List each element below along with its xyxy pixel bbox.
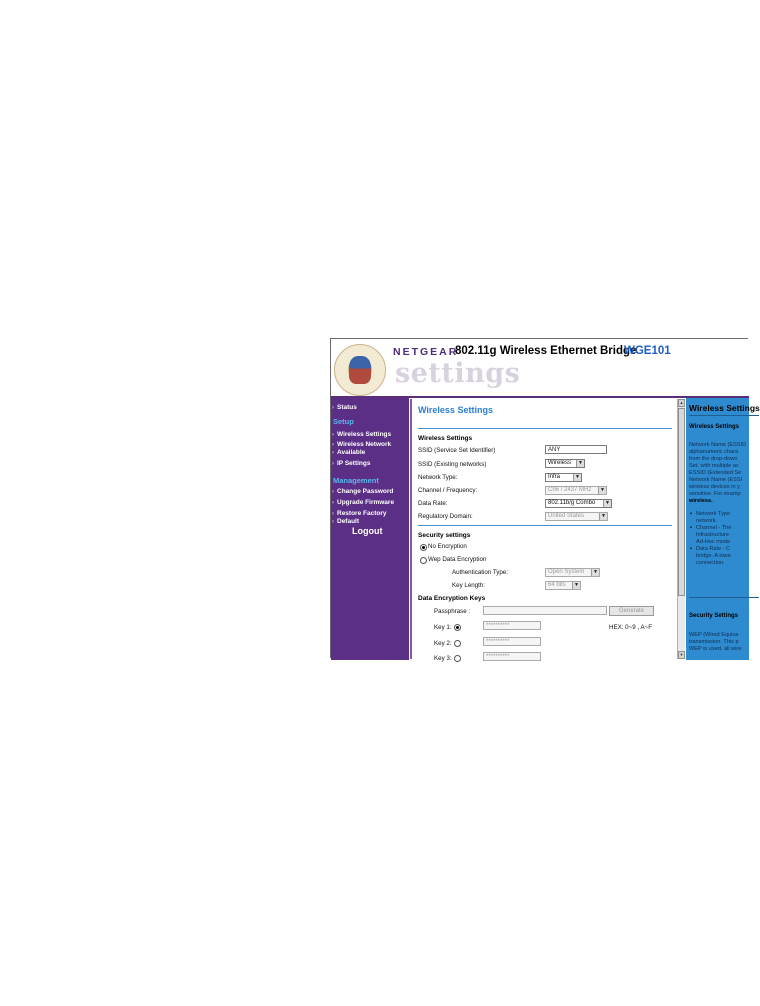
regulatory-select[interactable] [545,512,608,521]
help-bullet: Infrastructure [696,532,729,538]
passphrase-input[interactable] [483,606,607,615]
scroll-down-icon[interactable]: ▼ [679,652,684,657]
title-divider [418,428,672,429]
regulatory-value: United States [548,513,585,519]
model-number: WGE101 [624,345,671,357]
product-name: 802.11g Wireless Ethernet Bridge [455,345,637,357]
sidebar-item-wireless-settings[interactable]: › Wireless Settings [337,431,391,439]
key1-input[interactable]: ********** [483,621,541,630]
help-text-line: WEP (Wired Equiva [689,632,739,638]
sidebar-item-upgrade-firmware[interactable]: › Upgrade Firmware [337,499,394,507]
channel-select[interactable] [545,486,607,495]
logo-seal-icon [334,344,386,396]
key1-label: Key 1: [434,624,452,631]
chevron-down-icon: ▼ [598,487,606,494]
auth-type-select[interactable] [545,568,600,577]
wep-label: Wep Data Encryption [428,556,487,563]
help-bullet: • Data Rate - C [696,546,730,553]
help-bullet: • Channel - The [696,525,731,532]
main-scrollbar[interactable] [677,399,685,659]
help-divider [689,415,759,416]
key2-input[interactable]: ********** [483,637,541,646]
security-settings-heading: Security settings [418,532,471,539]
key-length-value: 64 bits [548,582,566,588]
chevron-down-icon: ▼ [599,513,607,520]
page-header [331,339,749,398]
help-text-line: sensitive. For examp [689,491,741,497]
auth-type-value: Open System [548,569,585,575]
brand-name: NETGEAR [393,346,459,358]
router-config-window [330,338,760,662]
help-text-line: from the drop-down [689,456,738,462]
ssid-existing-select[interactable] [545,459,585,468]
key3-input[interactable]: ********** [483,652,541,661]
help-bullet: Ad-Hoc mode [696,539,731,545]
key-length-select[interactable] [545,581,581,590]
chevron-down-icon: ▼ [572,582,580,589]
data-rate-value: 802.11b/g Combo [548,500,596,506]
help-text-line: Network Name (ESSI [689,477,743,483]
help-text-line: Network Name (ESSID [689,442,747,448]
ssid-existing-label: SSID (Existing networks) [418,461,487,468]
sidebar [331,398,409,660]
channel-value: Ch6 / 2437 MHz [548,487,592,493]
network-type-value: Infra [548,474,561,480]
generate-button[interactable]: Generate [609,606,654,616]
help-bullet: bridge. A lowe [696,553,731,559]
chevron-down-icon: ▼ [603,500,611,507]
key2-label: Key 2: [434,640,452,647]
logout-link[interactable]: Logout [352,526,383,536]
key1-radio[interactable] [454,624,461,631]
ssid-input[interactable]: ANY [545,445,607,454]
sidebar-item-restore-factory[interactable]: › Restore Factory [337,510,387,518]
sidebar-heading-management: Management [333,476,379,485]
ssid-label: SSID (Service Set Identifier) [418,447,496,454]
scroll-thumb[interactable] [678,408,685,596]
help-title: Wireless Settings [689,403,760,413]
help-text-line: WEP is used, all wire [689,646,742,652]
help-subtitle-wireless: Wireless Settings [689,424,739,430]
section-divider [418,525,672,526]
channel-label: Channel / Frequency: [418,487,478,494]
network-type-select[interactable] [545,473,582,482]
scroll-up-icon[interactable]: ▲ [679,400,684,405]
auth-type-label: Authentication Type: [452,569,508,576]
chevron-down-icon: ▼ [573,474,581,481]
settings-banner: settings [395,358,521,389]
no-encryption-label: No Encryption [428,543,467,550]
help-divider [689,597,759,598]
sidebar-heading-setup: Setup [333,417,354,426]
help-text-line: wireless devices in y [689,484,740,490]
network-type-label: Network Type: [418,474,458,481]
help-bullet: network. [696,518,718,524]
page-title: Wireless Settings [418,405,493,415]
chevron-down-icon: ▼ [576,460,584,467]
sidebar-item-status[interactable]: › Status [337,404,357,412]
key-length-label: Key Length: [452,582,486,589]
key3-label: Key 3: [434,655,452,662]
hex-hint: HEX: 0~9 , A~F [609,624,652,631]
wep-radio[interactable] [420,557,427,564]
sidebar-item-wireless-network[interactable]: › Wireless Network [337,441,391,449]
sidebar-item-wireless-network-available[interactable]: › Available [337,449,365,457]
sidebar-item-ip-settings[interactable]: › IP Settings [337,460,370,468]
sidebar-item-change-password[interactable]: › Change Password [337,488,393,496]
sidebar-item-restore-factory-default[interactable]: › Default [337,518,359,526]
wireless-settings-heading: Wireless Settings [418,435,473,442]
data-encryption-keys-heading: Data Encryption Keys [418,595,486,602]
passphrase-label: Passphrase : [434,608,471,615]
help-subtitle-security: Security Settings [689,613,739,619]
no-encryption-radio[interactable] [420,544,427,551]
data-rate-select[interactable] [545,499,612,508]
help-text-bold: wireless. [689,498,713,504]
help-bullet: connection. [696,560,725,566]
help-text-line: ESSID (Extended Se [689,470,742,476]
main-content [410,399,680,662]
data-rate-label: Data Rate: [418,500,448,507]
help-panel [686,398,760,660]
key2-radio[interactable] [454,640,461,647]
regulatory-label: Regulatory Domain: [418,513,473,520]
help-text-line: alphanumeric chara [689,449,739,455]
help-text-line: transmission. This p [689,639,739,645]
ssid-existing-value: Wireless [548,460,572,466]
help-bullet: • Network Type [696,511,730,518]
chevron-down-icon: ▼ [591,569,599,576]
key3-radio[interactable] [454,655,461,662]
help-text-line: Set, with multiple ac [689,463,739,469]
